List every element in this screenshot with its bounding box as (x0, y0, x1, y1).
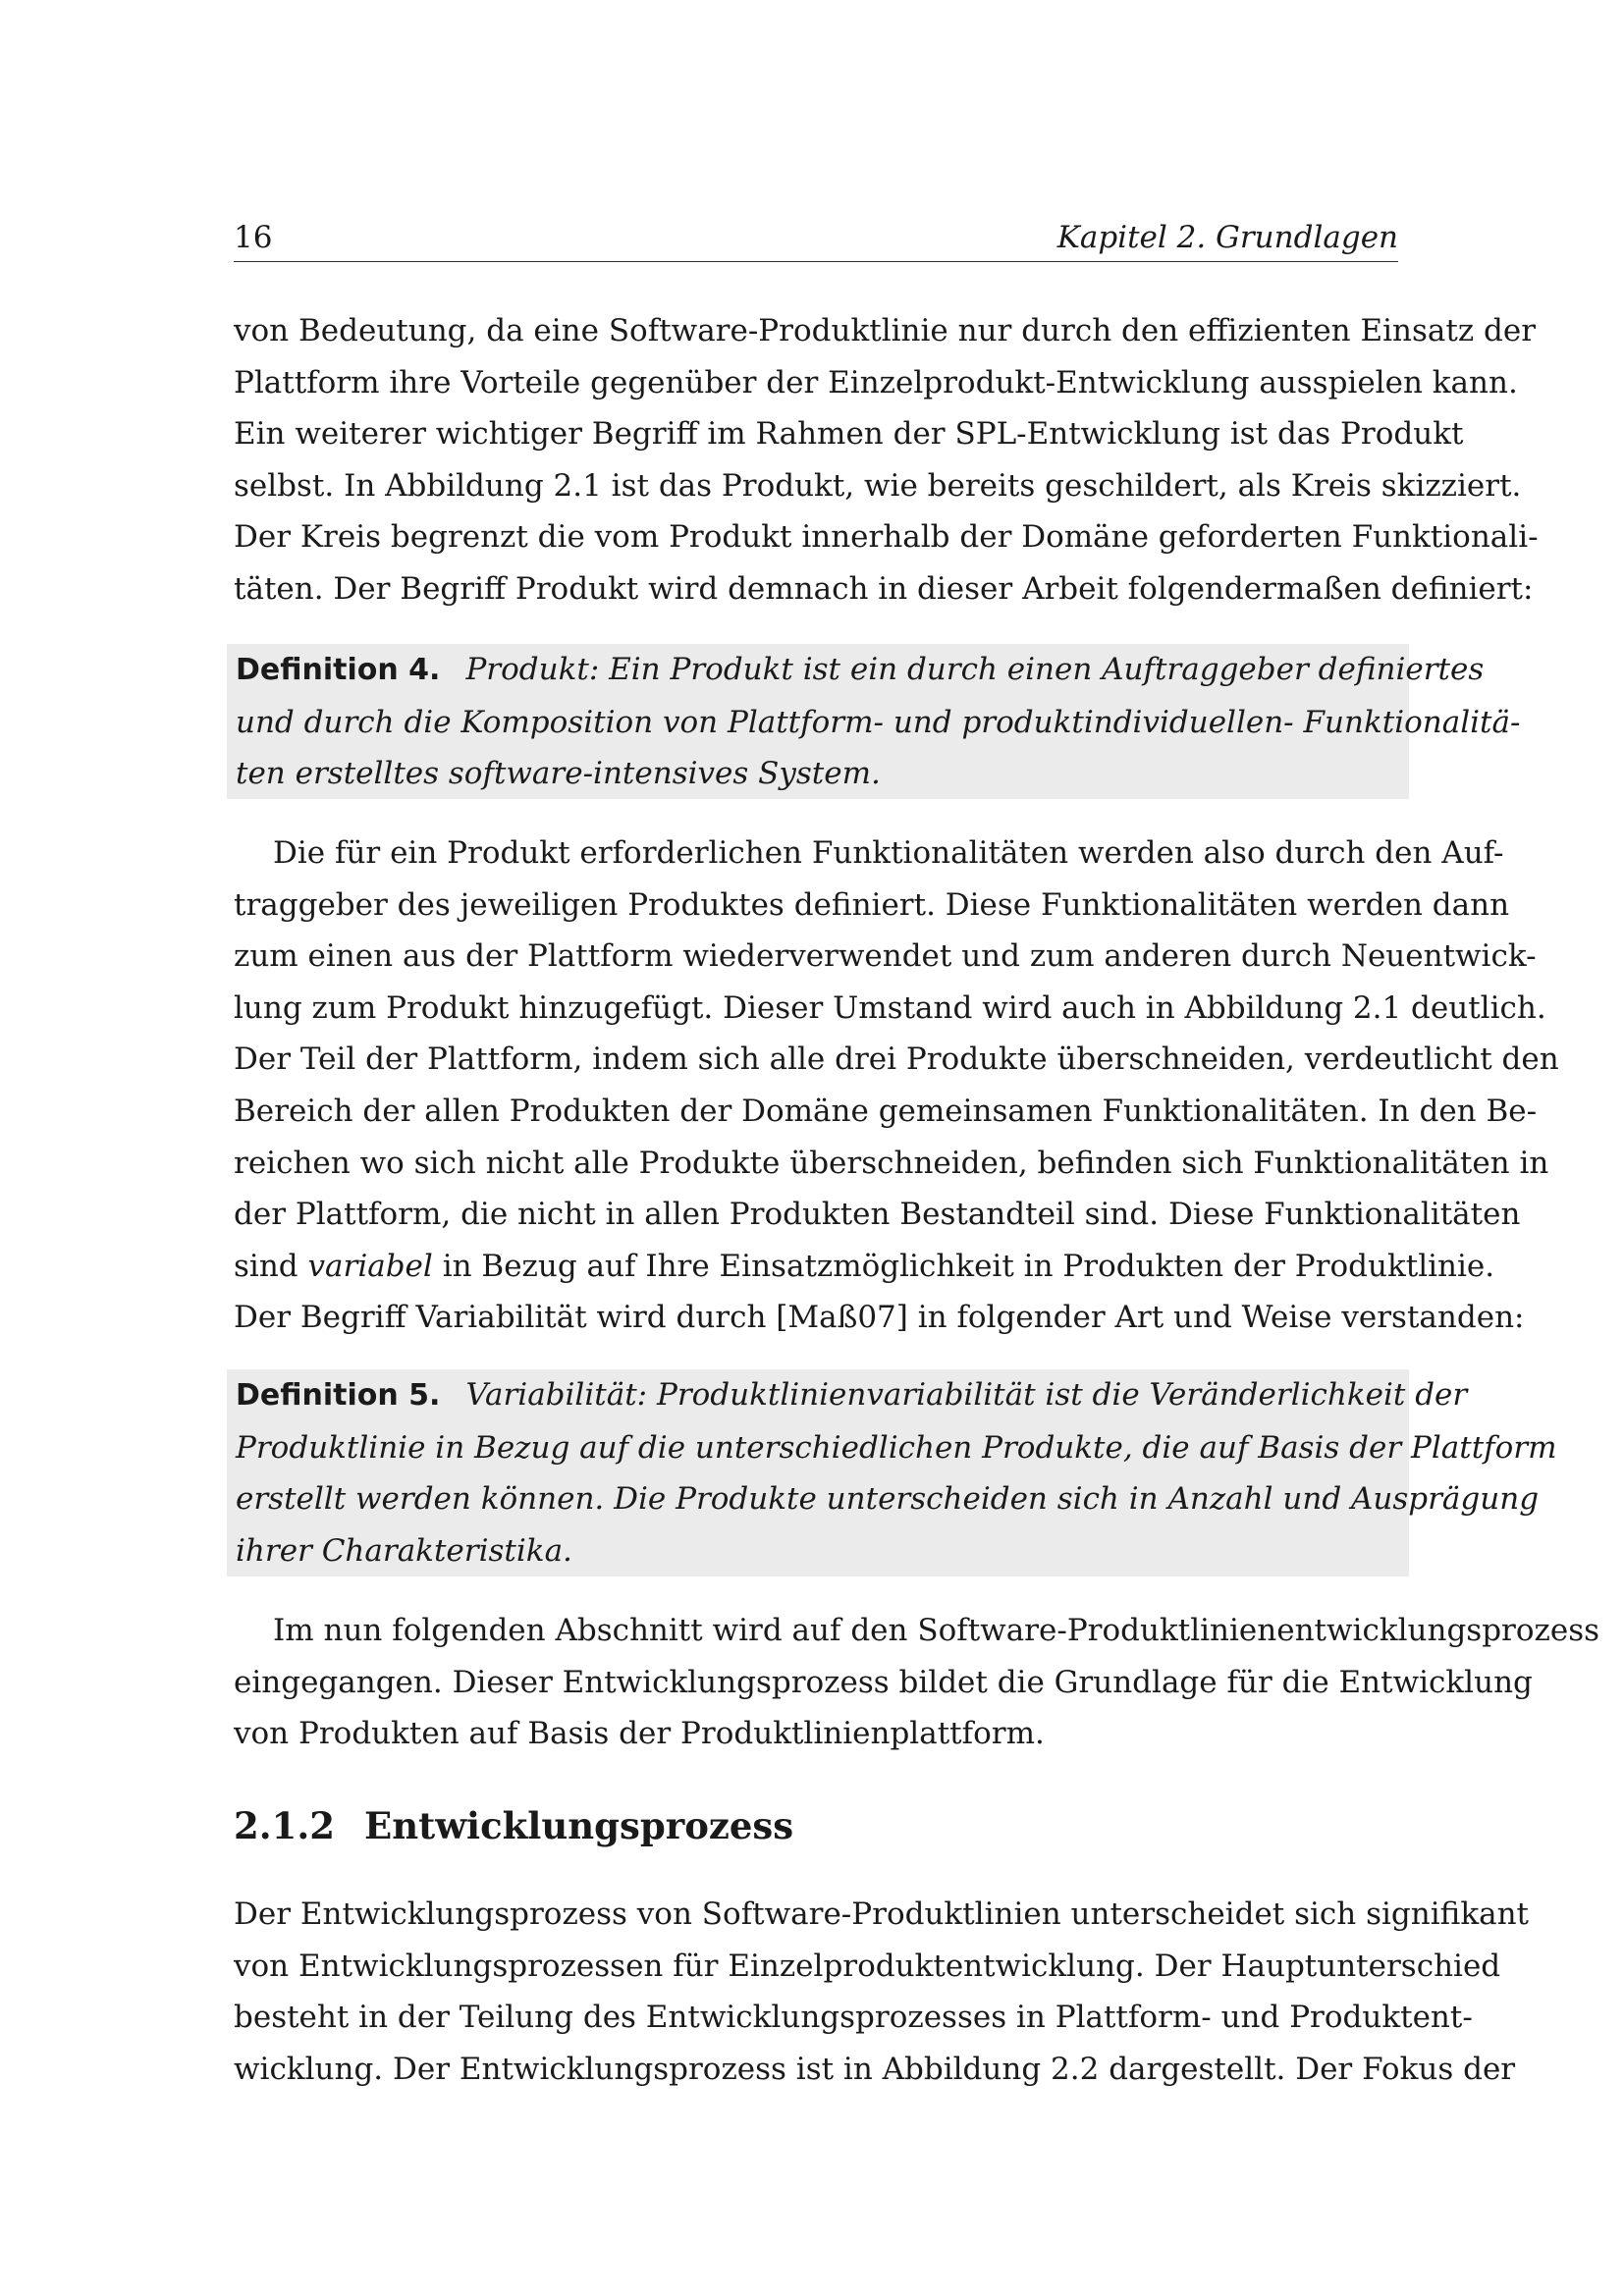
text-line: Der Kreis begrenzt die vom Produkt innerhalb der Domäne geforderten Funktionali- (234, 519, 1539, 556)
definition-text: Produkt: Ein Produkt ist ein durch einen Auftraggeber definiertes (465, 652, 1485, 687)
definition-line: Produktlinie in Bezug auf die unterschiedlichen Produkte, die auf Basis der Plattform (236, 1429, 1557, 1466)
definition-line: erstellt werden können. Die Produkte unterscheiden sich in Anzahl und Ausprägung (236, 1481, 1540, 1518)
text-line: zum einen aus der Plattform wiederverwendet und zum anderen durch Neuentwick- (234, 938, 1537, 975)
text-line: Im nun folgenden Abschnitt wird auf den Software-Produktlinienentwicklungsprozess (273, 1613, 1600, 1648)
definition-text: Variabilität: Produktlinienvariabilität ist die Veränderlichkeit der (465, 1377, 1468, 1413)
text-line: Plattform ihre Vorteile gegenüber der Einzelprodukt-Entwicklung ausspielen kann. (234, 364, 1518, 400)
definition-4-box (227, 644, 1521, 799)
text-line (234, 1241, 1495, 1293)
text-line: Die für ein Produkt erforderlichen Funktionalitäten werden also durch den Auf- (273, 835, 1504, 871)
text-line: von Bedeutung, da eine Software-Produktlinie nur durch den effizienten Einsatz der (234, 313, 1537, 348)
text-line: lung zum Produkt hinzugefügt. Dieser Umstand wird auch in Abbildung 2.1 deutlich. (234, 989, 1546, 1026)
section-title: Entwicklungsprozess (364, 1804, 794, 1847)
text-line: der Plattform, die nicht in allen Produkten Bestandteil sind. Diese Funktionalitäten (234, 1197, 1521, 1233)
text-line: Der Entwicklungsprozess von Software-Produktlinien unterscheidet sich signifikant (234, 1896, 1530, 1932)
text-line: Der Teil der Plattform, indem sich alle drei Produkte überschneiden, verdeutlicht den (234, 1041, 1559, 1078)
paragraph-4 (234, 1889, 1530, 2095)
text-line: Ein weiterer wichtiger Begriff im Rahmen der SPL-Entwicklung ist das Produkt (234, 416, 1464, 453)
paragraph-3 (234, 1605, 1600, 1760)
text-line: besteht in der Teilung des Entwicklungsprozesses in Plattform- und Produktent- (234, 2000, 1473, 2036)
text-line: selbst. In Abbildung 2.1 ist das Produkt, wie bereits geschildert, als Kreis skizziert. (234, 467, 1522, 504)
text-line: eingegangen. Dieser Entwicklungsprozess bildet die Grundlage für die Entwicklung (234, 1664, 1533, 1700)
text-line: wicklung. Der Entwicklungsprozess ist in Abbildung 2.2 dargestellt. Der Fokus der (234, 2051, 1516, 2087)
definition-line: ten erstelltes software-intensives System. (236, 756, 881, 792)
text-line: Der Begriff Variabilität wird durch [Maß07] in folgender Art und Weise verstanden: (234, 1300, 1525, 1336)
emphasis-variabel: variabel (307, 1248, 433, 1284)
page-number: 16 (234, 220, 273, 255)
running-title: Kapitel 2. Grundlagen (1056, 220, 1398, 255)
text-line: von Produkten auf Basis der Produktlinienplattform. (234, 1716, 1045, 1752)
definition-label: Definition 4. (236, 653, 441, 687)
page-header (234, 216, 1398, 262)
text-line: reichen wo sich nicht alle Produkte überschneiden, befinden sich Funktionalitäten in (234, 1145, 1549, 1181)
definition-line (236, 644, 1485, 697)
paragraph-1 (234, 305, 1539, 615)
definition-5-box (227, 1369, 1557, 1576)
text-line: traggeber des jeweiligen Produktes definiert. Diese Funktionalitäten werden dann (234, 886, 1510, 923)
section-heading (234, 1804, 793, 1847)
definition-label: Definition 5. (236, 1378, 441, 1413)
section-number: 2.1.2 (234, 1804, 335, 1847)
definition-line: ihrer Charakteristika. (236, 1532, 572, 1569)
paragraph-2 (234, 828, 1559, 1344)
definition-line: und durch die Komposition von Plattform- und produktindividuellen- Funktionalitä- (236, 704, 1521, 740)
text-line: Bereich der allen Produkten der Domäne gemeinsamen Funktionalitäten. In den Be- (234, 1093, 1538, 1129)
text-line: täten. Der Begriff Produkt wird demnach in dieser Arbeit folgendermaßen definiert: (234, 570, 1534, 607)
text-line: von Entwicklungsprozessen für Einzelproduktentwicklung. Der Hauptunterschied (234, 1948, 1501, 1984)
definition-line (236, 1369, 1468, 1422)
text-fragment: in Bezug auf Ihre Einsatzmöglichkeit in Produkten der Produktlinie. (442, 1248, 1495, 1284)
text-fragment: sind (234, 1248, 298, 1284)
